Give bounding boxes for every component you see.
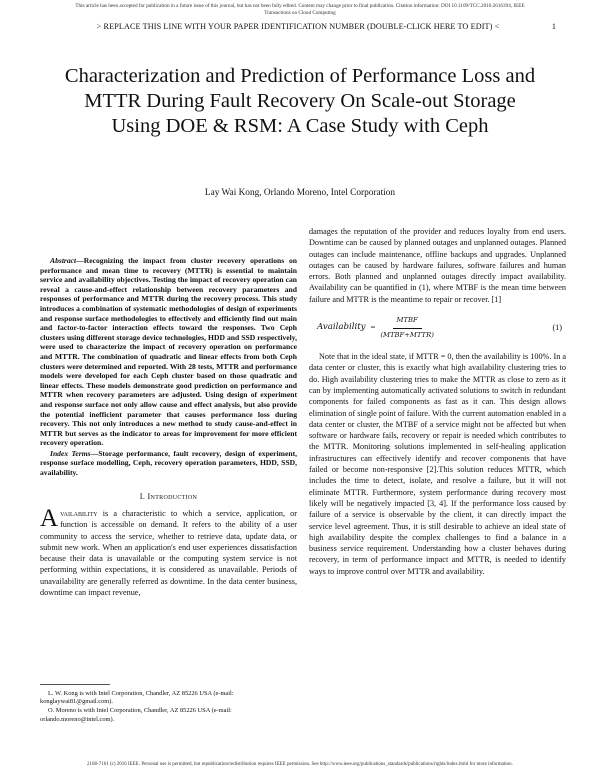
- copyright-footer: 2168-7161 (c) 2016 IEEE. Personal use is permitted, but republication/redistribution requires IEEE permission. See http://www.ieee.org/publications_standards/publications/rights/index.html for more information.: [87, 762, 513, 767]
- page-number: 1: [551, 22, 556, 31]
- index-terms-text: —Storage performance, fault recovery, design of experiment, response surface modelling, Ceph, recovery operation parameters, HDD, SSD, availability.: [40, 448, 297, 478]
- section-numeral: I.: [139, 491, 146, 501]
- mttr-paragraph: Note that in the ideal state, if MTTR = 0, then the availability is 100%. In a data center or cluster, this is exactly what high availability clustering tries to do. High availability clustering tries to make the MTTR as close to zero as it can by implementing automatically activated solutions to switch in redundant components for failed components as fast as it can. This design allows elimination of single point of failure. With the current automation enabled in a data center or cluster, the MTBF of a service might not be affected but when software or hardware fails, recovery or repair is needed which contributes to the MTTR. Monitoring solutions implemented in self-healing application infrastructures can effectively identify and recover components that have failed or become non-responsive [2].This solution reduces MTTR, which includes the time to detect, isolate, and resolve a failure, but it will not eliminate MTTR. Furthermore, system performance during recovery most likely will be negatively impacted [3, 4]. If the performance loss caused by failure of a service is observable by the client, it can directly impact the service level agreement. Thus, it is still desirable to achieve an ideal state of high availability despite the complex challenges to find a balance in a business service requirement. Understanding how a cluster behaves during recovery, in term of performance impact and MTTR, is needed to identify ways to improve control over MTTR and availability.: [309, 352, 566, 576]
- left-column: [40, 226, 297, 598]
- running-head: > REPLACE THIS LINE WITH YOUR PAPER IDENTIFICATION NUMBER (DOUBLE-CLICK HERE TO EDIT) <: [96, 22, 500, 31]
- equation-fraction: [380, 315, 433, 341]
- abstract-lead: Abstract: [50, 256, 77, 265]
- index-terms-lead: Index Terms: [50, 448, 91, 458]
- section-heading-introduction: [40, 491, 297, 502]
- banner-line-2: Transactions on Cloud Computing: [264, 10, 336, 16]
- availability-equation: [309, 314, 566, 342]
- equation-number: (1): [552, 323, 562, 333]
- equation-numerator: MTBF: [393, 315, 422, 328]
- footnote-kong: L. W. Kong is with Intel Corporation, Chandler, AZ 85226 USA (e-mail: konglaywai81@gmail.com).: [40, 690, 234, 706]
- equation-equals: =: [370, 322, 376, 333]
- abstract: [40, 256, 297, 448]
- publication-banner: [12, 3, 588, 17]
- banner-line-1: This article has been accepted for publication in a future issue of this journal, but has not been fully edited. Content may change prior to final publication. Citation information: DOI 10.1109/TCC.2016.2616394, IEEE: [75, 3, 525, 9]
- equation-denominator: (MTBF+MTTR): [380, 330, 434, 339]
- footnote-divider: [40, 684, 110, 685]
- intro-smallcaps: vailability: [60, 508, 98, 518]
- author-footnotes: [40, 690, 297, 725]
- drop-cap: A: [40, 504, 59, 532]
- introduction-paragraph: [40, 504, 297, 598]
- author-line: Lay Wai Kong, Orlando Moreno, Intel Corporation: [204, 188, 396, 198]
- intro-text: is a characteristic to which a service, application, or function is accessible on demand. It refers to the ability of a user community to access the service, whether to retrieve data, update data, or submit new work. When an application's end user experiences dissatisfaction because their data is unavailable or the computing system service is not performing within expectations, it is considered as unavailable. Periods of unavailability are generally referred as downtime. In the data center business, downtime can impact revenue,: [40, 508, 297, 598]
- abstract-text: —Recognizing the impact from cluster recovery operations on performance and mean time to recovery (MTTR) is essential to maintain service and availability objectives. Testing the impact of recovery operation can reveal a cause-and-effect relationship between recovery parameters and responses of performance and MTTR during the recovery process. This study introduces a combination of systematic methodologies of design of experiments and response surface methodologies to effectively and efficiently find out main and factor-to-factor interaction effects toward the responses. Two Ceph clusters using different storage device technologies, HDD and SSD respectively, were used to characterize the impact of recovery operation on performance and MTTR. The combination of quadratic and linear effects from both Ceph clusters were determined and reported. With 28 tests, MTTR and performance models were developed for each Ceph cluster based on those quadratic and linear effects. These models demonstrate good prediction on performance and MTTR when recovery parameters are adjusted. Using design of experiment and response surface not only allow cause and effect analysis, but also provide the potential inefficient parameter that causes performance loss during recovery. This not only introduces a new method to study cause-and-effect in MTTR but serves as the indicator to areas for improvement for more efficient recovery operation.: [40, 256, 297, 448]
- equation-lhs: Availability: [317, 322, 366, 333]
- index-terms: [40, 449, 297, 478]
- right-column: [309, 226, 566, 577]
- section-title: Introduction: [147, 491, 198, 501]
- paper-title: Characterization and Prediction of Performance Loss and MTTR During Fault Recovery On Scale-out Storage Using DOE & RSM: A Case Study with Ceph: [64, 65, 536, 137]
- downtime-paragraph: damages the reputation of the provider and reduces loyalty from end users. Downtime can be caused by planned outages and unplanned outages. Planned outages can include maintenance, offline backups and upgrades. Unplanned outages can be caused by hardware failures, software failures and human errors. Both planned and unplanned outages directly impact availability. Availability can be quantified in (1), where MTBF is the mean time between failure and MTTR is the meantime to repair or recover. [1]: [309, 227, 566, 304]
- footnote-moreno: O. Moreno is with Intel Corporation, Chandler, AZ 85226 USA (e-mail: orlando.moreno@intel.com).: [40, 707, 232, 723]
